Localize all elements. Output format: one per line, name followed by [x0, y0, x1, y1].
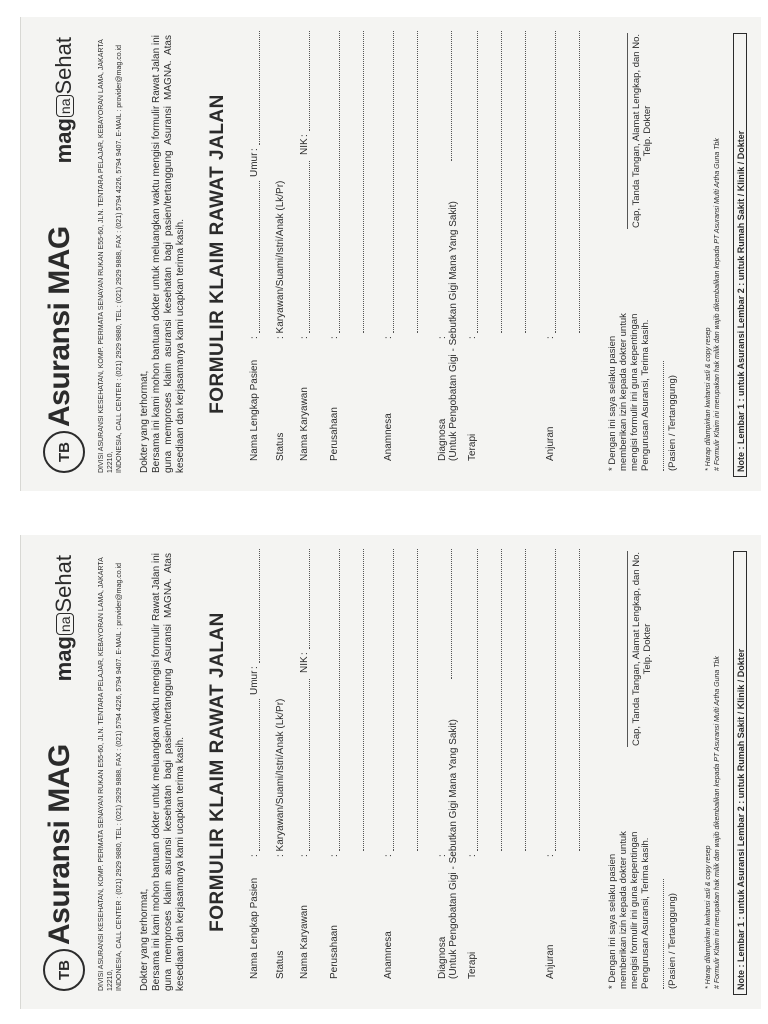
company-field[interactable]	[329, 549, 340, 851]
diagnosa-field[interactable]	[441, 31, 452, 161]
magna-mark: na	[56, 96, 74, 118]
company-label: Perusahaan	[329, 407, 340, 461]
address-line-2: INDONESIA, CALL CENTER : (021) 2929 9880, TEL : (021) 2929 9888, FAX : (021) 5794 4226, 5794 9407. E-MAIL : provider@mag.co.id	[116, 563, 123, 991]
colon: :	[383, 854, 394, 857]
diagnosa-label: Diagnosa	[437, 418, 448, 461]
greeting: Dokter yang terhormat,	[139, 370, 150, 473]
nik-label: NIK	[299, 656, 310, 673]
greeting: Dokter yang terhormat,	[139, 888, 150, 991]
status-value[interactable]: : Karyawan/Suami/Istri/Anak (Lk/Pr)	[275, 180, 286, 339]
company-label: Perusahaan	[329, 925, 340, 979]
patient-signature-label: (Pasien / Tertanggung)	[667, 893, 678, 989]
consent-text: * Dengan ini saya selaku pasien memberikan izin kepada dokter untuk mengisi formulir ini guna kepentingan Pengurusan Asuransi, Terima kasih.	[607, 313, 651, 471]
patient-name-label: Nama Lengkap Pasien	[249, 877, 260, 979]
diagnosa-sublabel: (Untuk Pengobatan Gigi - Sebutkan Gigi Mana Yang Sakit)	[448, 719, 459, 979]
advice-field-line-2[interactable]	[569, 549, 580, 851]
colon: :	[467, 336, 478, 339]
brand-name: Asuransi MAG	[43, 744, 76, 945]
footnote-2: # Formulir Klaim ini merupakan hak milik dan wajib dikembalikan kepada PT Asuransi Multi Artha Guna Tbk	[713, 656, 721, 989]
magna-sehat-logo	[51, 555, 77, 681]
patient-signature-line[interactable]	[663, 879, 664, 989]
advice-label: Anjuran	[545, 426, 556, 461]
anamnesa-label: Anamnesa	[383, 413, 394, 461]
colon: :	[467, 854, 478, 857]
employee-field[interactable]	[299, 679, 310, 851]
therapy-field-line-2[interactable]	[491, 31, 502, 333]
anamnesa-field-line-2[interactable]	[407, 549, 418, 851]
colon: :	[299, 854, 310, 857]
status-value[interactable]: : Karyawan/Suami/Istri/Anak (Lk/Pr)	[275, 698, 286, 857]
copy-note: Note : Lembar 1 : untuk Asuransi Lembar 2 : untuk Rumah Sakit / Klinik / Dokter	[733, 551, 747, 995]
company-address	[97, 555, 124, 991]
employee-label: Nama Karyawan	[299, 387, 310, 461]
doctor-signature-line[interactable]	[627, 551, 628, 747]
consent-text: * Dengan ini saya selaku pasien memberikan izin kepada dokter untuk mengisi formulir ini guna kepentingan Pengurusan Asuransi, Terima kasih.	[607, 831, 651, 989]
doctor-signature-line[interactable]	[627, 33, 628, 229]
colon: :	[437, 336, 448, 339]
colon: :	[545, 854, 556, 857]
footnotes	[705, 138, 722, 471]
magna-suffix: Sehat	[51, 37, 76, 95]
nik-field[interactable]	[299, 549, 310, 649]
footnotes	[705, 656, 722, 989]
therapy-label: Terapi	[467, 433, 478, 461]
anamnesa-field-line-2[interactable]	[407, 31, 418, 333]
therapy-field-line-2[interactable]	[491, 549, 502, 851]
company-logo: TB	[43, 431, 85, 473]
claim-form	[21, 17, 761, 491]
footnote-2: # Formulir Klaim ini merupakan hak milik dan wajib dikembalikan kepada PT Asuransi Multi Artha Guna Tbk	[713, 138, 721, 471]
footnote-1: * Harap dilampirkan kwitansi asli & copy resep	[705, 327, 712, 471]
form-header	[35, 555, 95, 991]
brand-name: Asuransi MAG	[43, 226, 76, 427]
age-field[interactable]	[249, 31, 260, 145]
intro-text: Bersama ini kami mohon bantuan dokter untuk meluangkan waktu mengisi formulir Rawat Jalan ini guna memproses klaim asuransi kesehatan bagi pasien/tertanggung Asuransi MAGNA. Atas kesediaan dan kerjasamanya kami ucapkan terima kasih.	[151, 35, 186, 473]
magna-prefix: mag	[51, 636, 76, 682]
magna-prefix: mag	[51, 118, 76, 164]
advice-field[interactable]	[545, 549, 556, 851]
therapy-field[interactable]	[467, 549, 478, 851]
diagnosa-field[interactable]	[441, 549, 452, 679]
company-field-line-2[interactable]	[353, 549, 364, 851]
company-field[interactable]	[329, 31, 340, 333]
nik-label: NIK	[299, 138, 310, 155]
claim-form-sheet-top	[20, 17, 761, 491]
advice-field[interactable]	[545, 31, 556, 333]
colon: :	[249, 336, 260, 339]
advice-label: Anjuran	[545, 944, 556, 979]
patient-signature-label: (Pasien / Tertanggung)	[667, 375, 678, 471]
claim-form-sheet-bottom	[20, 535, 761, 1009]
footnote-1: * Harap dilampirkan kwitansi asli & copy resep	[705, 845, 712, 989]
form-header	[35, 37, 95, 473]
company-address	[97, 37, 124, 473]
address-line-2: INDONESIA, CALL CENTER : (021) 2929 9880, TEL : (021) 2929 9888, FAX : (021) 5794 4226, 5794 9407. E-MAIL : provider@mag.co.id	[116, 45, 123, 473]
advice-field-line-2[interactable]	[569, 31, 580, 333]
colon: :	[249, 148, 260, 151]
patient-name-field[interactable]	[249, 699, 260, 851]
doctor-signature-label: Cap, Tanda Tangan, Alamat Lengkap, dan No. Telp. Dokter	[631, 551, 653, 747]
anamnesa-label: Anamnesa	[383, 931, 394, 979]
copy-note: Note : Lembar 1 : untuk Asuransi Lembar 2 : untuk Rumah Sakit / Klinik / Dokter	[733, 33, 747, 477]
doctor-signature-label: Cap, Tanda Tangan, Alamat Lengkap, dan No. Telp. Dokter	[631, 33, 653, 229]
colon: :	[437, 854, 448, 857]
employee-label: Nama Karyawan	[299, 905, 310, 979]
patient-name-label: Nama Lengkap Pasien	[249, 359, 260, 461]
diagnosa-sublabel: (Untuk Pengobatan Gigi - Sebutkan Gigi Mana Yang Sakit)	[448, 201, 459, 461]
address-line-1: DIVISI ASURANSI KESEHATAN, KOMP. PERMATA SENAYAN RUKAN E55-60, JLN. TENTARA PELAJAR, KEBAYORAN LAMA, JAKARTA 12210,	[98, 557, 114, 991]
colon: :	[329, 336, 340, 339]
employee-field[interactable]	[299, 161, 310, 333]
address-line-1: DIVISI ASURANSI KESEHATAN, KOMP. PERMATA SENAYAN RUKAN E55-60, JLN. TENTARA PELAJAR, KEBAYORAN LAMA, JAKARTA 12210,	[98, 39, 114, 473]
age-field[interactable]	[249, 549, 260, 663]
patient-name-field[interactable]	[249, 181, 260, 333]
nik-field[interactable]	[299, 31, 310, 131]
intro-text: Bersama ini kami mohon bantuan dokter untuk meluangkan waktu mengisi formulir Rawat Jalan ini guna memproses klaim asuransi kesehatan bagi pasien/tertanggung Asuransi MAGNA. Atas kesediaan dan kerjasamanya kami ucapkan terima kasih.	[151, 553, 186, 991]
status-label: Status	[275, 432, 286, 461]
colon: :	[249, 666, 260, 669]
colon: :	[299, 336, 310, 339]
anamnesa-field[interactable]	[383, 549, 394, 851]
therapy-field-line-3[interactable]	[515, 549, 526, 851]
anamnesa-field[interactable]	[383, 31, 394, 333]
form-title: FORMULIR KLAIM RAWAT JALAN	[207, 612, 228, 932]
diagnosa-label: Diagnosa	[437, 936, 448, 979]
colon: :	[299, 652, 310, 655]
claim-form	[21, 535, 761, 1009]
patient-signature-line[interactable]	[663, 361, 664, 471]
company-field-line-2[interactable]	[353, 31, 364, 333]
colon: :	[545, 336, 556, 339]
colon: :	[383, 336, 394, 339]
colon: :	[249, 854, 260, 857]
greeting-block	[139, 35, 187, 473]
magna-sehat-logo	[51, 37, 77, 163]
colon: :	[299, 134, 310, 137]
therapy-field[interactable]	[467, 31, 478, 333]
magna-suffix: Sehat	[51, 555, 76, 613]
status-label: Status	[275, 950, 286, 979]
therapy-field-line-3[interactable]	[515, 31, 526, 333]
company-logo: TB	[43, 949, 85, 991]
form-title: FORMULIR KLAIM RAWAT JALAN	[207, 94, 228, 414]
age-label: Umur	[249, 152, 260, 177]
colon: :	[329, 854, 340, 857]
age-label: Umur	[249, 670, 260, 695]
magna-mark: na	[56, 614, 74, 636]
therapy-label: Terapi	[467, 951, 478, 979]
greeting-block	[139, 553, 187, 991]
